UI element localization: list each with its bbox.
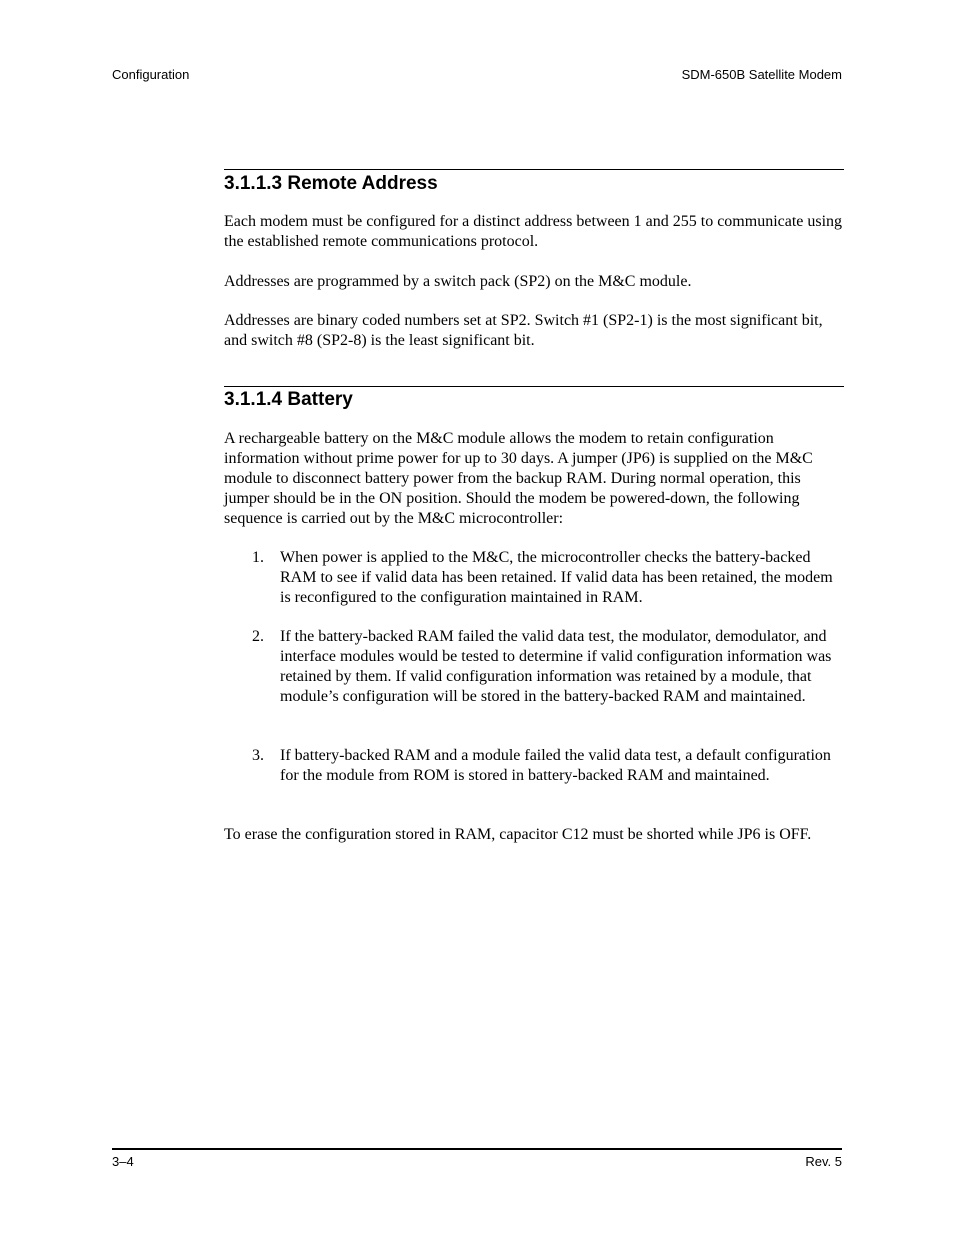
list-number: 3. (252, 747, 264, 764)
paragraph: Addresses are programmed by a switch pack (SP2) on the M&C module. (224, 273, 692, 290)
paragraph: A rechargeable battery on the M&C module allows the modem to retain configuration information without prime power for up to 30 days. A jumper (JP6) is supplied on the M&C module to disconnect battery power from the backup RAM. During normal operation, this jumper should be in the ON position. Should the modem be powered-down, the following sequence is carried out by the M&C microcontroller: (224, 430, 813, 527)
paragraph: To erase the configuration stored in RAM, capacitor C12 must be shorted while JP6 is OFF. (224, 826, 812, 843)
section-heading: 3.1.1.4 Battery (224, 389, 353, 410)
list-number: 1. (252, 549, 264, 566)
section-heading: 3.1.1.3 Remote Address (224, 173, 438, 194)
page-number: 3–4 (112, 1154, 134, 1169)
section-remote-address (224, 169, 844, 349)
list-text: If battery-backed RAM and a module failed the valid data test, a default configuration for the module from ROM is stored in battery-backed RAM and maintained. (280, 747, 831, 784)
header-product: SDM-650B Satellite Modem (681, 67, 842, 82)
paragraph: Addresses are binary coded numbers set at SP2. Switch #1 (SP2-1) is the most significant bit, and switch #8 (SP2-8) is the least significant bit. (224, 312, 823, 349)
list-text: When power is applied to the M&C, the microcontroller checks the battery-backed RAM to see if valid data has been retained. If valid data has been retained, the modem is reconfigured to the configuration maintained in RAM. (280, 549, 833, 606)
section-rule (224, 386, 844, 387)
section-battery (224, 386, 844, 843)
paragraph: Each modem must be configured for a distinct address between 1 and 255 to communicate using the established remote communications protocol. (224, 213, 843, 250)
revision: Rev. 5 (805, 1154, 842, 1169)
page-footer (112, 1148, 842, 1174)
list-text: If the battery-backed RAM failed the valid data test, the modulator, demodulator, and interface modules would be tested to determine if valid configuration information was retained by them. If valid configuration information was retained by a module, that module’s configuration will be stored in the battery-backed RAM and maintained. (280, 628, 832, 705)
list-number: 2. (252, 628, 264, 645)
header-chapter: Configuration (112, 67, 190, 82)
section-rule (224, 169, 844, 170)
